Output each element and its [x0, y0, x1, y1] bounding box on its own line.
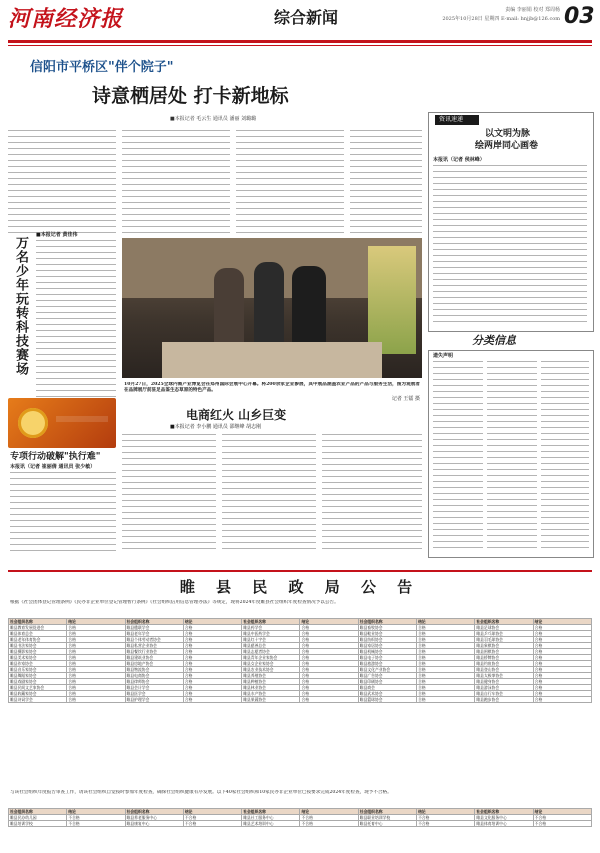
org-name-cell: 睢县美术家协会	[9, 655, 67, 661]
result-cell: 合格	[533, 697, 591, 703]
lead-byline: ■本报记者 毛云生 通讯员 潘丽 刘璐璐	[170, 116, 257, 122]
result-cell: 合格	[300, 637, 358, 643]
result-cell: 合格	[300, 667, 358, 673]
notice-title: 睢 县 民 政 局 公 告	[179, 578, 421, 596]
org-name-cell: 睢县民间文艺家协会	[9, 685, 67, 691]
result-cell: 合格	[417, 679, 475, 685]
ecommerce-title: 电商红火 山乡巨变	[186, 408, 287, 422]
lead-headline: 诗意栖居处 打卡新地标	[92, 85, 289, 107]
action-story-text	[10, 472, 116, 554]
result-cell: 不合格	[533, 821, 591, 827]
result-cell: 合格	[183, 685, 241, 691]
section-title: 综合新闻	[274, 8, 339, 27]
result-cell: 合格	[300, 691, 358, 697]
result-cell: 合格	[67, 643, 125, 649]
header-org-name: 社会组织名称	[242, 809, 300, 815]
org-name-cell: 睢县文化服务中心	[475, 815, 533, 821]
org-name-cell: 睢县电子协会	[358, 655, 416, 661]
result-cell: 合格	[183, 697, 241, 703]
org-name-cell: 睢县果蔬协会	[242, 697, 300, 703]
result-cell: 合格	[183, 655, 241, 661]
result-cell: 合格	[533, 679, 591, 685]
header-org-name: 社会组织名称	[9, 619, 67, 625]
header-org-name: 社会组织名称	[242, 619, 300, 625]
org-name-cell: 睢县民办幼儿园	[9, 815, 67, 821]
header-org-name: 社会组织名称	[358, 809, 416, 815]
org-name-cell: 睢县中医药学会	[242, 631, 300, 637]
org-name-cell: 睢县物流协会	[125, 667, 183, 673]
org-name-cell: 睢县象棋协会	[475, 643, 533, 649]
action-story-title: 专项行动破解"执行难"	[10, 452, 101, 462]
org-name-cell: 睢县老年体育协会	[9, 637, 67, 643]
header-result: 结论	[183, 809, 241, 815]
result-cell: 合格	[300, 631, 358, 637]
org-name-cell: 睢县太极拳协会	[475, 673, 533, 679]
result-cell: 合格	[533, 643, 591, 649]
notice-byline: 本报讯（记者 侯林峰）	[433, 157, 485, 163]
header-result: 结论	[300, 619, 358, 625]
result-cell: 合格	[417, 673, 475, 679]
ecommerce-byline: ■本报记者 李小鹏 通讯员 邵继峰 胡志刚	[170, 424, 262, 430]
org-name-cell: 睢县自行车协会	[475, 691, 533, 697]
result-cell: 不合格	[300, 815, 358, 821]
org-name-cell: 睢县餐饮行业协会	[125, 649, 183, 655]
org-name-cell: 睢县诗词学会	[9, 697, 67, 703]
result-cell: 合格	[300, 643, 358, 649]
org-name-cell: 睢县慈善总会	[242, 643, 300, 649]
result-cell: 合格	[533, 661, 591, 667]
notice-footer: 与该社会组织年度报告审查工作，请该社会组织自觉按时参加年度检查，确保社会组织健康有序发展。以下40家社会组织和10家民办非企业单位已按要求完成2024年度检查，现予不合格。	[10, 790, 392, 795]
notice-badge	[435, 115, 479, 125]
notice-badge-label: 资讯速递	[439, 116, 464, 123]
org-name-cell: 睢县康复中心	[125, 821, 183, 827]
result-cell: 合格	[183, 649, 241, 655]
org-name-cell: 睢县文化产业协会	[358, 667, 416, 673]
org-name-cell: 睢县健身协会	[475, 679, 533, 685]
banner-stripe	[56, 416, 108, 422]
org-name-cell: 睢县社工服务中心	[242, 815, 300, 821]
org-name-cell: 睢县林业协会	[242, 685, 300, 691]
header-result: 结论	[300, 809, 358, 815]
side-story-text	[36, 240, 116, 410]
header-result: 结论	[417, 619, 475, 625]
masthead-rule-thin	[8, 45, 592, 46]
result-cell: 合格	[300, 649, 358, 655]
classified-box	[428, 350, 594, 558]
science-banner	[8, 398, 116, 448]
classified-footer: 遗失声明	[433, 353, 454, 359]
classified-col1	[433, 361, 483, 551]
org-name-cell: 睢县商会	[358, 685, 416, 691]
header-org-name: 社会组织名称	[125, 809, 183, 815]
result-cell: 合格	[417, 661, 475, 667]
lead-photo	[122, 238, 422, 378]
org-name-cell: 睢县托育中心	[358, 821, 416, 827]
header-result: 结论	[533, 619, 591, 625]
result-cell: 合格	[300, 697, 358, 703]
side-story-title: 万名少年玩转科技赛场	[13, 236, 28, 376]
org-name-cell: 睢县医学会	[125, 691, 183, 697]
result-cell: 合格	[417, 667, 475, 673]
result-cell: 合格	[183, 625, 241, 631]
result-cell: 合格	[183, 673, 241, 679]
result-cell: 合格	[67, 631, 125, 637]
org-name-cell: 睢县药学会	[242, 625, 300, 631]
result-cell: 合格	[533, 625, 591, 631]
org-name-cell: 睢县畜牧协会	[358, 625, 416, 631]
org-name-cell: 睢县电商协会	[125, 673, 183, 679]
notice-body	[433, 165, 587, 325]
action-story-byline: 本报讯（记者 崔丽倩 通讯员 张少敏）	[10, 464, 96, 470]
header-result: 结论	[67, 619, 125, 625]
org-name-cell: 睢县鞋业协会	[358, 631, 416, 637]
org-name-cell: 睢县纺织协会	[358, 637, 416, 643]
banner-trophy-icon	[18, 408, 48, 438]
result-cell: 合格	[533, 637, 591, 643]
result-cell: 不合格	[417, 815, 475, 821]
org-name-cell: 睢县体育培训中心	[475, 821, 533, 827]
table-row	[9, 697, 592, 703]
result-cell: 合格	[417, 631, 475, 637]
result-cell: 合格	[67, 649, 125, 655]
result-cell: 合格	[183, 679, 241, 685]
result-cell: 合格	[417, 637, 475, 643]
org-name-cell: 睢县广告协会	[358, 673, 416, 679]
result-cell: 合格	[67, 661, 125, 667]
result-cell: 合格	[300, 685, 358, 691]
result-cell: 合格	[417, 691, 475, 697]
org-name-cell: 睢县红十字会	[242, 637, 300, 643]
org-name-cell: 睢县楹联学会	[125, 625, 183, 631]
header-result: 结论	[183, 619, 241, 625]
result-cell: 不合格	[183, 815, 241, 821]
ecommerce-text-col1	[122, 434, 216, 554]
org-name-cell: 睢县会计学会	[125, 685, 183, 691]
result-cell: 合格	[300, 673, 358, 679]
org-name-cell: 睢县老年学会	[125, 631, 183, 637]
org-name-cell: 睢县私营企业协会	[125, 643, 183, 649]
org-name-cell: 睢县机械协会	[358, 649, 416, 655]
result-cell: 合格	[183, 691, 241, 697]
header-org-name: 社会组织名称	[358, 619, 416, 625]
result-cell: 合格	[183, 661, 241, 667]
lead-kicker: 信阳市平桥区"伴个院子"	[30, 60, 174, 75]
header-org-name: 社会组织名称	[475, 809, 533, 815]
lead-text-col2	[122, 130, 230, 234]
header-result: 结论	[417, 809, 475, 815]
org-name-cell: 睢县志愿者协会	[242, 649, 300, 655]
result-cell: 合格	[183, 643, 241, 649]
org-name-cell: 睢县跑步协会	[475, 697, 533, 703]
result-cell: 合格	[183, 637, 241, 643]
photo-banner-green	[368, 246, 416, 354]
org-name-cell: 睢县武术协会	[358, 691, 416, 697]
org-name-cell: 睢县摄影家协会	[9, 649, 67, 655]
result-cell: 合格	[67, 625, 125, 631]
org-name-cell: 睢县书法家协会	[9, 643, 67, 649]
org-name-cell: 睢县个体劳动者协会	[125, 637, 183, 643]
org-name-cell: 睢县游泳协会	[475, 685, 533, 691]
result-cell: 合格	[533, 691, 591, 697]
lead-text-col1	[8, 130, 116, 234]
photo-credit: 记者 王镭 摄	[391, 396, 420, 402]
result-cell: 不合格	[67, 815, 125, 821]
org-name-cell: 睢县农业技术协会	[242, 667, 300, 673]
ecommerce-text-col2	[222, 434, 316, 554]
org-name-cell: 睢县篮球协会	[358, 697, 416, 703]
header-result: 结论	[67, 809, 125, 815]
org-name-cell: 睢县戏剧家协会	[9, 679, 67, 685]
org-name-cell: 睢县音乐家协会	[9, 667, 67, 673]
org-name-cell: 睢县乒乓球协会	[475, 631, 533, 637]
result-cell: 合格	[67, 637, 125, 643]
result-cell: 合格	[300, 655, 358, 661]
notice-table-wrap	[8, 618, 592, 786]
result-cell: 合格	[417, 643, 475, 649]
result-cell: 合格	[533, 685, 591, 691]
classified-title: 分类信息	[472, 334, 516, 347]
table-row	[9, 821, 592, 827]
notice-intro: 根据《社会团体登记管理条例》《民办非企业单位登记管理暂行条例》《社会组织信用信息管理办法》等规定，现将2024年度睢县社会组织年度检查情况予以公告。	[10, 600, 339, 605]
org-name-cell: 睢县足球协会	[475, 625, 533, 631]
org-name-cell: 睢县钓鱼协会	[475, 661, 533, 667]
lead-text-col3	[236, 130, 344, 234]
result-cell: 合格	[67, 679, 125, 685]
notice-box	[428, 112, 594, 332]
notice-top-rule	[8, 570, 592, 572]
result-cell: 合格	[183, 631, 241, 637]
org-name-cell: 睢县舞蹈家协会	[9, 673, 67, 679]
notice-title-1: 以文明为脉	[485, 129, 531, 139]
org-name-cell: 睢县体育总会	[9, 631, 67, 637]
header-org-name: 社会组织名称	[9, 809, 67, 815]
org-name-cell: 睢县养老服务中心	[125, 815, 183, 821]
org-name-cell: 睢县羽毛球协会	[475, 637, 533, 643]
result-cell: 合格	[533, 655, 591, 661]
org-name-cell: 睢县印刷协会	[358, 679, 416, 685]
result-cell: 合格	[417, 649, 475, 655]
header-org-name: 社会组织名称	[125, 619, 183, 625]
side-story-byline: ■本报记者 黄佳伟	[36, 232, 78, 238]
org-name-cell: 睢县作家协会	[9, 661, 67, 667]
date-line: 2025年10月28日 星期四 E-mail: hnjjb@126.com	[442, 16, 560, 22]
result-cell: 合格	[67, 655, 125, 661]
org-name-cell: 睢县家居协会	[358, 643, 416, 649]
notice-bottom-table	[8, 808, 592, 827]
result-cell: 合格	[417, 625, 475, 631]
result-cell: 合格	[533, 649, 591, 655]
org-name-cell: 睢县房地产协会	[125, 661, 183, 667]
paper-name: 河南经济报	[8, 6, 124, 32]
org-name-cell: 睢县养殖协会	[242, 673, 300, 679]
page-number: 03	[564, 4, 595, 29]
lead-text-col4	[350, 130, 422, 234]
result-cell: 合格	[533, 667, 591, 673]
editor-line: 责编 李丽娟 校对 郑周杨	[505, 7, 560, 13]
result-cell: 不合格	[67, 821, 125, 827]
notice-title-2: 绘两岸同心画卷	[475, 141, 539, 151]
org-name-cell: 睢县建筑业协会	[125, 655, 183, 661]
result-cell: 合格	[300, 625, 358, 631]
result-cell: 不合格	[533, 815, 591, 821]
org-name-cell: 睢县青年企业家协会	[242, 655, 300, 661]
result-cell: 合格	[67, 673, 125, 679]
result-cell: 合格	[183, 667, 241, 673]
photo-counter	[162, 342, 382, 378]
result-cell: 不合格	[300, 821, 358, 827]
photo-caption: 10月27日，2025全球内需产业博览会在郑州国际会展中心开幕。将200余家企业参展，其中展品涵盖农业产品的产品与服务生活，图为观展者在品牌展厅前驻足品鉴生态草原的特色产品。	[124, 382, 420, 394]
header-result: 结论	[533, 809, 591, 815]
result-cell: 合格	[417, 685, 475, 691]
result-cell: 合格	[417, 697, 475, 703]
result-cell: 合格	[67, 685, 125, 691]
org-name-cell: 睢县艺术培训中心	[242, 821, 300, 827]
org-name-cell: 睢县水产协会	[242, 691, 300, 697]
notice-bottom-table-wrap	[8, 808, 592, 848]
org-name-cell: 睢县护理学会	[125, 697, 183, 703]
result-cell: 合格	[417, 655, 475, 661]
org-name-cell: 睢县律师协会	[125, 679, 183, 685]
org-name-cell: 睢县职业培训学校	[358, 815, 416, 821]
org-name-cell: 睢县种植协会	[242, 679, 300, 685]
result-cell: 不合格	[183, 821, 241, 827]
org-name-cell: 睢县收藏家协会	[9, 691, 67, 697]
classified-col3	[541, 361, 589, 551]
result-cell: 合格	[67, 697, 125, 703]
notice-table	[8, 618, 592, 703]
result-cell: 合格	[67, 667, 125, 673]
org-name-cell: 睢县桥牌协会	[475, 655, 533, 661]
result-cell: 合格	[300, 661, 358, 667]
org-name-cell: 睢县女企业家协会	[242, 661, 300, 667]
org-name-cell: 睢县围棋协会	[475, 649, 533, 655]
result-cell: 合格	[533, 631, 591, 637]
result-cell: 合格	[67, 691, 125, 697]
classified-col2	[487, 361, 537, 551]
masthead	[8, 4, 595, 44]
org-name-cell: 睢县旅游协会	[358, 661, 416, 667]
header-org-name: 社会组织名称	[475, 619, 533, 625]
result-cell: 合格	[300, 679, 358, 685]
org-name-cell: 睢县教育发展促进会	[9, 625, 67, 631]
result-cell: 合格	[533, 673, 591, 679]
org-name-cell: 睢县登山协会	[475, 667, 533, 673]
masthead-rule	[8, 40, 592, 43]
ecommerce-text-col3	[322, 434, 422, 554]
result-cell: 不合格	[417, 821, 475, 827]
org-name-cell: 睢县培训学校	[9, 821, 67, 827]
